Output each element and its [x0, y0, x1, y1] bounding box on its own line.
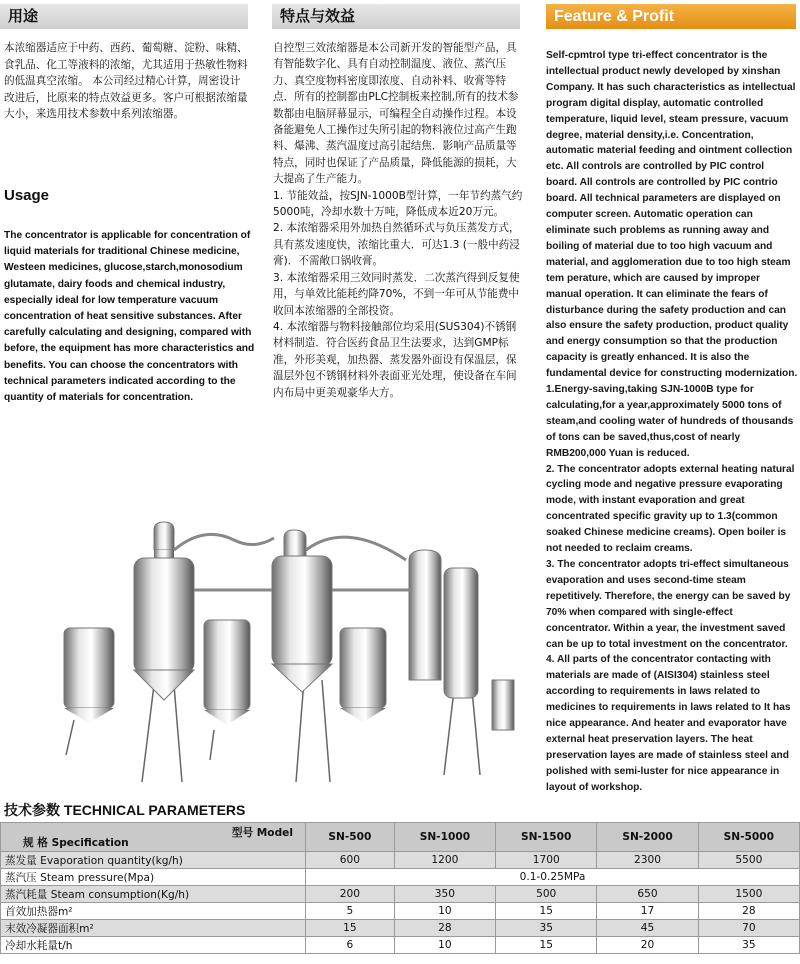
usage-title: Usage — [4, 187, 50, 204]
table-cell: 200 — [306, 886, 395, 903]
spec-label: 规 格 Specification — [23, 837, 129, 849]
table-cell: 650 — [597, 886, 698, 903]
table-row — [1, 852, 800, 869]
profit-point-2: 2. The concentrator adopts external heating natural cycling mode and negative pressure evaporating mode, with instant evaporation and great concentrated specific gravity up to 1.3(common soaked Chinese medicine creams). Open boiler is not needed to reclaim creams. — [546, 463, 795, 555]
row-label: 冷却水耗量t/h — [1, 937, 306, 954]
table-corner-cell — [1, 823, 306, 852]
table-cell: 15 — [496, 937, 597, 954]
table-cell: 20 — [597, 937, 698, 954]
row-label: 蒸汽压 Steam pressure(Mpa) — [1, 869, 306, 886]
table-cell: 5500 — [698, 852, 799, 869]
table-row — [1, 920, 800, 937]
table-cell: 350 — [394, 886, 495, 903]
table-cell: 17 — [597, 903, 698, 920]
features-point-1: 1. 节能效益，按SJN-1000B型计算，一年节约蒸气约5000吨，冷却水数十万吨，降低成本近20万元。 — [273, 189, 523, 219]
table-cell: 6 — [306, 937, 395, 954]
table-cell: 1200 — [394, 852, 495, 869]
technical-parameters-table — [0, 822, 800, 954]
profit-en-column — [546, 48, 798, 796]
features-cn-column — [273, 40, 523, 401]
profit-point-3: 3. The concentrator adopts tri-effect simultaneous evaporation and uses second-time steam repetitively. Therefore, the energy can be saved by 70% when compared with single-effect concentrator. Within a year, the investment saved can be up to total investment on the concentrator. — [546, 559, 791, 650]
table-cell: 10 — [394, 903, 495, 920]
profit-point-4: 4. All parts of the concentrator contacting with materials are made of (AISI304) stainless steel according to requirements in laws related to medicines to requirements in laws related to It has nice appearance. And heater and evaporator have external heat preservation layers. The heat preservation layes are made of stainless steel and polished with semi-luster for nice appearance in layout of workshop. — [546, 654, 791, 793]
table-row — [1, 886, 800, 903]
table-row — [1, 937, 800, 954]
table-cell: 10 — [394, 937, 495, 954]
table-row — [1, 869, 800, 886]
table-cell: 1700 — [496, 852, 597, 869]
table-row — [1, 903, 800, 920]
model-header: SN-2000 — [597, 823, 698, 852]
use-description-cn: 本浓缩器适应于中药、西药、葡萄糖、淀粉、味精、食乳品、化工等液料的浓缩，尤其适用于热敏性物料的低温真空浓缩。 本公司经过精心计算，周密设计改进后，比原来的特点效益更多。客户可根据浓缩量大小，来选用技术参数中系列浓缩器。 — [4, 42, 248, 121]
features-intro: 自控型三效浓缩器是本公司新开发的智能型产品，具有智能数字化、具有自动控制温度、液位、蒸汽压力、真空度物料密度即浓度、自动补料、收膏等特点．所有的控制都由PLC控制板来控制,所有的技术参数都由电脑屏幕显示，可编程全自动操作过程。本设备能避免人工操作过失所引起的物料液位过高产生跑料、爆沸、蒸汽温度过高引起结焦．影响产品质量等特点，同时也保证了产品质量，降低能源的损耗，大大提高了生产能力。 — [273, 42, 519, 186]
concentrator-equipment-photo — [4, 520, 536, 792]
table-cell: 70 — [698, 920, 799, 937]
table-cell: 500 — [496, 886, 597, 903]
technical-parameters-title: 技术参数 TECHNICAL PARAMETERS — [4, 802, 246, 818]
model-header: SN-1000 — [394, 823, 495, 852]
table-header-row — [1, 823, 800, 852]
section-header-features: 特点与效益 — [272, 4, 520, 29]
section-header-use: 用途 — [0, 4, 248, 29]
features-point-4: 4. 本浓缩器与物料接触部位均采用(SUS304)不锈钢材料制造．符合医药食品卫生法要求，达到GMP标准，外形美观，加热器、蒸发器外面设有保温层，保温层外包不锈钢材料外表面亚光处理，使设备在车间内布局中更美观豪华大方。 — [273, 320, 517, 399]
table-cell: 600 — [306, 852, 395, 869]
model-header: SN-1500 — [496, 823, 597, 852]
model-header: SN-5000 — [698, 823, 799, 852]
use-description-en: The concentrator is applicable for concentration of liquid materials for traditional Chinese medicine, Westeen medicines, glucose,starch,monosodium glutamate, dairy foods and chemical industry, especially ideal for low temperature vacuum concentration of heat sensitive substances. After carefully calculating and designing, compared with before, the equipment has more characteristics and benefits. You can choose the concentrators with technical parameters indicated according to the quantity of materials for concentration. — [4, 230, 255, 404]
table-cell: 28 — [698, 903, 799, 920]
profit-point-1: 1.Energy-saving,taking SJN-1000B type for calculating,for a year,approximately 5000 tons of steam,and cooling water of hundreds of thousands of tons can be saved,thus,cost of nearly RMB200,000 Yuan is reduced. — [546, 384, 794, 459]
row-label: 蒸汽耗量 Steam consumption(Kg/h) — [1, 886, 306, 903]
table-cell: 2300 — [597, 852, 698, 869]
table-cell: 15 — [496, 903, 597, 920]
profit-intro: Self-cpmtrol type tri-effect concentrator is the intellectual product newly developed by xinshan Company. It has such characteristics as intellectual program digital display, automatic controlled temperature, liquid level, steam pressure, vacuum degree, material density,i.e. Concentration, automatic material feeding and ointment collection etc. All controls are controlled by PIC control board. All controls are controlled by PIC contrio board. All technical parameters are displayed on computer screen. Automatic operation can eliminate such problems as running away and boiling of material due to too high vacuum and material, and agglomeration due to too high steam tem perature, which are caused by improper manual operation. It can eliminate the fears of disturbance during the safety production and can also ensure the safety production, product quality and energy consumption so that the production capacity is greatly enhanced. It is also the fundamental device for constructing modernization. — [546, 50, 798, 380]
features-point-3: 3. 本浓缩器采用三效同时蒸发．二次蒸汽得到反复使用，与单效比能耗约降70%，不到一年可从节能费中收回本浓缩器的全部投资。 — [273, 271, 520, 317]
table-cell: 45 — [597, 920, 698, 937]
row-label: 蒸发量 Evaporation quantity(kg/h) — [1, 852, 306, 869]
table-cell: 35 — [496, 920, 597, 937]
row-label: 首效加热器m² — [1, 903, 306, 920]
model-header: SN-500 — [306, 823, 395, 852]
table-cell: 28 — [394, 920, 495, 937]
table-cell: 35 — [698, 937, 799, 954]
table-cell: 5 — [306, 903, 395, 920]
table-cell-merged: 0.1-0.25MPa — [306, 869, 800, 886]
features-point-2: 2. 本浓缩器采用外加热自然循环式与负压蒸发方式，具有蒸发速度快，浓缩比重大．可达1.3 (一般中药浸膏)．不需敞口锅收膏。 — [273, 222, 520, 268]
row-label: 末效冷凝器面积m² — [1, 920, 306, 937]
table-cell: 15 — [306, 920, 395, 937]
model-label: 型号 Model — [231, 827, 293, 839]
section-header-feature-profit: Feature & Profit — [546, 4, 796, 29]
table-cell: 1500 — [698, 886, 799, 903]
